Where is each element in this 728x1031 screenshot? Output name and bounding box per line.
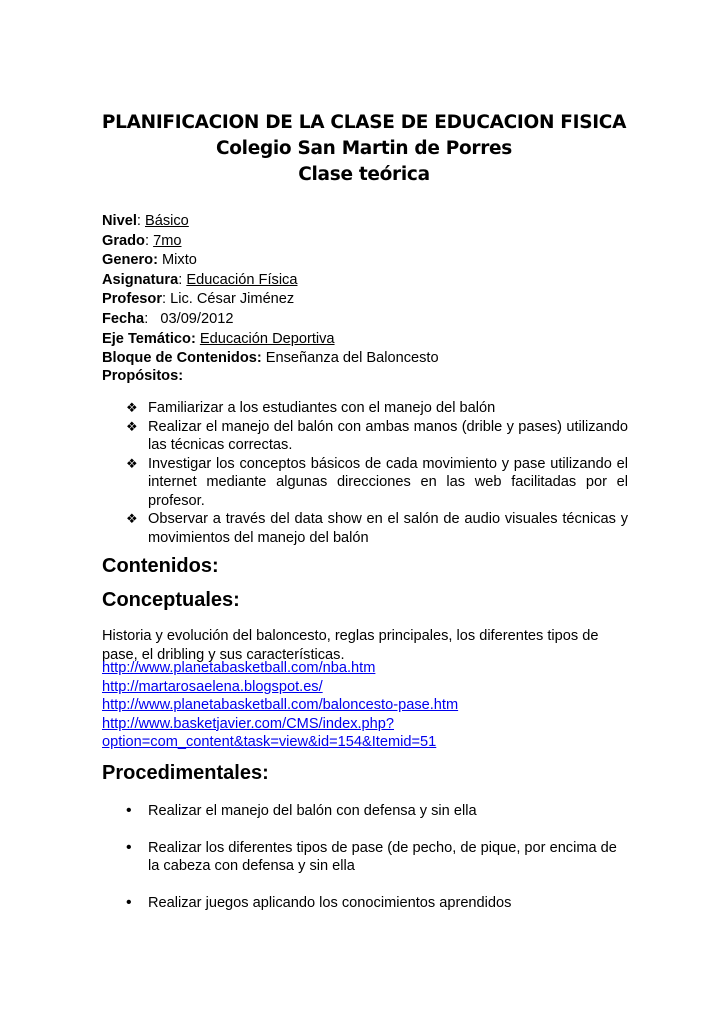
list-item [126, 510, 628, 547]
round-bullet-icon: • [126, 838, 132, 856]
grado-row: Grado: 7mo [102, 232, 182, 249]
conceptuales-text: Historia y evolución del baloncesto, reglas principales, los diferentes tipos de pase, el dribling y sus características. [102, 628, 599, 663]
list-item [126, 894, 628, 913]
procedimentales-list [126, 802, 628, 913]
procedimiento-text: Realizar los diferentes tipos de pase (de pecho, de pique, por encima de la cabeza con defensa y sin ella [148, 839, 617, 875]
fecha-label: Fecha [102, 310, 145, 327]
contenidos-heading: Contenidos: [102, 555, 219, 577]
conceptuales-heading: Conceptuales: [102, 589, 240, 611]
proposito-text: Investigar los conceptos básicos de cada movimiento y pase utilizando el internet mediante algunas direcciones en las web facilitadas por el profesor. [148, 455, 628, 509]
list-item [126, 455, 628, 511]
procedimiento-text: Realizar el manejo del balón con defensa y sin ella [148, 803, 477, 819]
title-line-1: PLANIFICACION DE LA CLASE DE EDUCACION FISICA [101, 112, 627, 133]
eje-row [102, 330, 439, 350]
eje-value: Educación Deportiva [199, 330, 335, 347]
grado-label: Grado [102, 232, 145, 249]
nivel-row: Nivel: Básico [102, 213, 189, 229]
nivel-label: Nivel [102, 213, 137, 229]
genero-row [102, 251, 439, 271]
list-item [126, 839, 628, 876]
bloque-value: Enseñanza del Baloncesto [265, 350, 439, 367]
link-baloncesto-pase[interactable]: http://www.planetabasketball.com/baloncesto-pase.htm [102, 697, 459, 713]
asignatura-label: Asignatura [102, 271, 179, 288]
procedimentales-heading: Procedimentales: [102, 762, 269, 784]
profesor-value: Lic. César Jiménez [170, 291, 295, 308]
genero-label: Genero: [102, 252, 158, 269]
list-item [126, 802, 628, 821]
diamond-bullet-icon: ❖ [126, 455, 138, 471]
document-title [0, 110, 728, 188]
reference-links [102, 659, 458, 752]
grado-value: 7mo [153, 232, 182, 249]
class-details [102, 212, 439, 369]
bloque-row [102, 349, 439, 369]
procedimiento-text: Realizar juegos aplicando los conocimientos aprendidos [148, 895, 512, 912]
propositos-list [126, 399, 628, 547]
proposito-text: Observar a través del data show en el salón de audio visuales técnicas y movimientos del manejo del balón [148, 511, 628, 546]
profesor-row: Profesor: Lic. César Jiménez [102, 291, 295, 308]
link-basketjavier-params[interactable]: option=com_content&task=view&id=154&Itemid=51 [102, 734, 437, 750]
diamond-bullet-icon: ❖ [126, 400, 138, 415]
genero-value: Mixto [162, 252, 197, 269]
diamond-bullet-icon: ❖ [126, 511, 138, 526]
asignatura-value: Educación Física [186, 271, 298, 288]
fecha-row: Fecha: 03/09/2012 [102, 310, 234, 327]
bloque-label: Bloque de Contenidos: [102, 350, 262, 367]
link-basketjavier[interactable]: http://www.basketjavier.com/CMS/index.php? [102, 715, 395, 732]
propositos-heading: Propósitos: [102, 368, 184, 384]
eje-label: Eje Temático: [102, 330, 196, 347]
title-line-2: Colegio San Martin de Porres [215, 138, 513, 159]
nivel-value: Básico [145, 213, 189, 229]
asignatura-row: Asignatura: Educación Física [102, 271, 298, 288]
list-item [126, 418, 628, 455]
list-item [126, 399, 628, 418]
round-bullet-icon: • [126, 802, 132, 819]
proposito-text: Familiarizar a los estudiantes con el manejo del balón [148, 400, 496, 416]
round-bullet-icon: • [126, 894, 132, 912]
profesor-label: Profesor [102, 291, 163, 308]
proposito-text: Realizar el manejo del balón con ambas manos (drible y pases) utilizando las técnicas correctas. [148, 418, 628, 453]
link-martarosaelena[interactable]: http://martarosaelena.blogspot.es/ [102, 678, 323, 695]
diamond-bullet-icon: ❖ [126, 418, 138, 434]
link-nba[interactable]: http://www.planetabasketball.com/nba.htm [102, 660, 376, 676]
title-line-3: Clase teórica [298, 164, 430, 185]
fecha-value: 03/09/2012 [160, 310, 234, 327]
